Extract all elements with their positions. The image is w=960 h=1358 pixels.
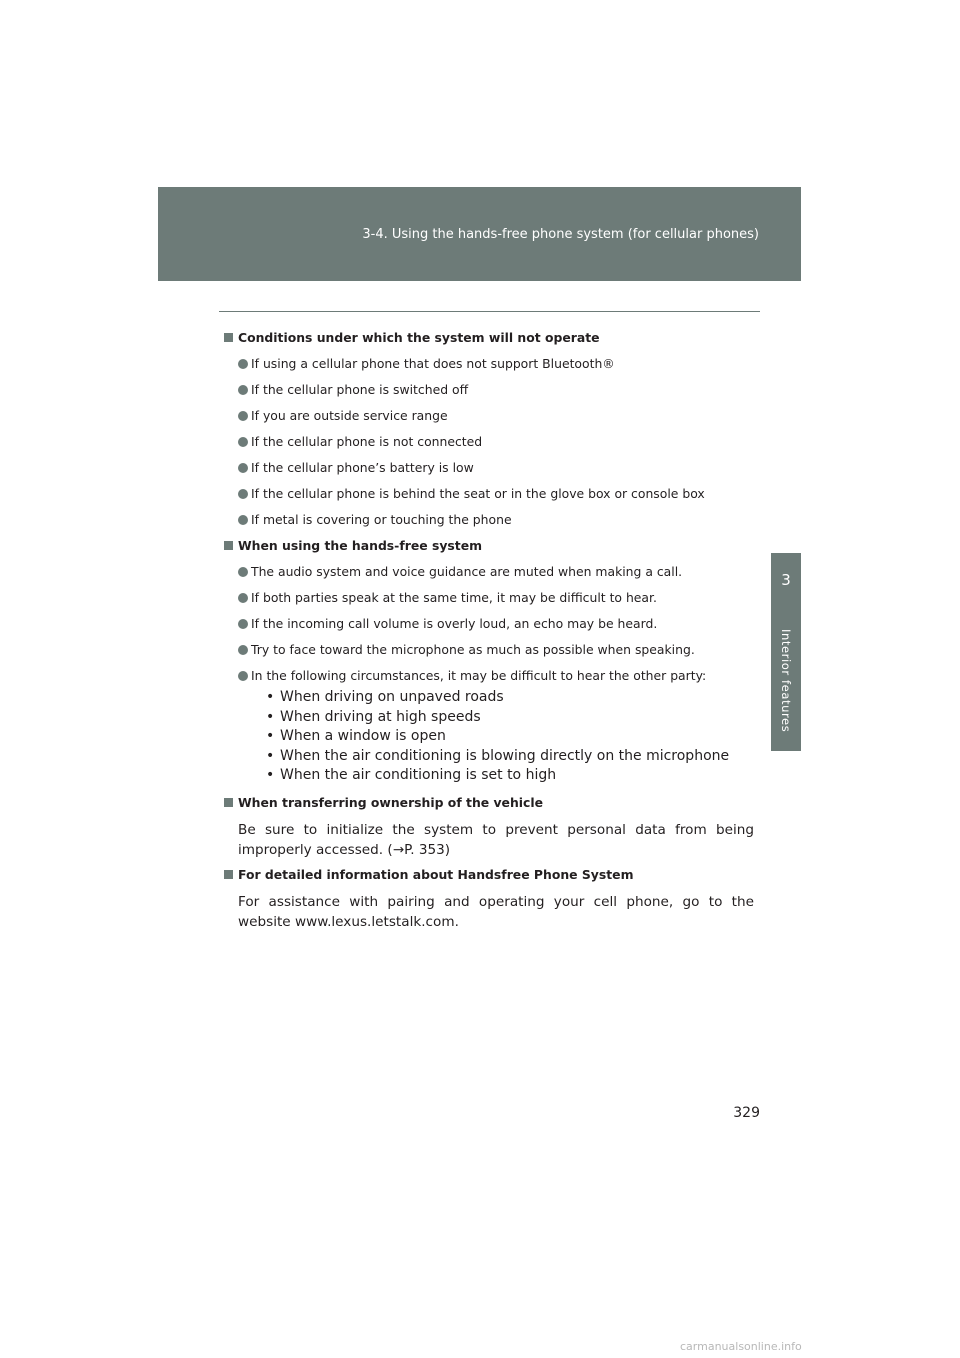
section-heading: When transferring ownership of the vehicle <box>224 794 754 812</box>
section-heading: When using the hands-free system <box>224 537 754 555</box>
header-band <box>158 187 801 281</box>
circle-bullet-icon <box>238 645 248 655</box>
circle-bullet-icon <box>238 567 248 577</box>
section-title: 3-4. Using the hands-free phone system (for cellular phones) <box>362 227 759 242</box>
circle-bullet-icon <box>238 515 248 525</box>
watermark: carmanualsonline.info <box>680 1340 802 1353</box>
square-bullet-icon <box>224 870 233 879</box>
list-item: If you are outside service range <box>224 407 754 425</box>
list-item: If the cellular phone’s battery is low <box>224 459 754 477</box>
circle-bullet-icon <box>238 593 248 603</box>
section-paragraph: Be sure to initialize the system to prevent personal data from being improperly accessed. (→P. 353) <box>238 821 754 858</box>
page-number: 329 <box>733 1105 760 1121</box>
list-item: If the cellular phone is switched off <box>224 381 754 399</box>
square-bullet-icon <box>224 798 233 807</box>
section-heading: Conditions under which the system will not operate <box>224 329 754 347</box>
circle-bullet-icon <box>238 385 248 395</box>
sub-list-item: • When driving at high speeds <box>266 708 481 725</box>
list-item: If the cellular phone is behind the seat or in the glove box or console box <box>224 485 754 503</box>
list-item: If both parties speak at the same time, it may be difficult to hear. <box>224 589 754 607</box>
circle-bullet-icon <box>238 359 248 369</box>
list-item: In the following circumstances, it may be difficult to hear the other party: <box>224 667 754 685</box>
section-heading: For detailed information about Handsfree Phone System <box>224 866 754 884</box>
chapter-label: Interior features <box>779 629 793 733</box>
circle-bullet-icon <box>238 437 248 447</box>
circle-bullet-icon <box>238 411 248 421</box>
chapter-number: 3 <box>781 571 791 589</box>
list-item: If the incoming call volume is overly loud, an echo may be heard. <box>224 615 754 633</box>
sub-list-item: • When driving on unpaved roads <box>266 689 504 705</box>
circle-bullet-icon <box>238 619 248 629</box>
section-paragraph: For assistance with pairing and operating your cell phone, go to the website www.lexus.letstalk.com. <box>238 893 754 930</box>
square-bullet-icon <box>224 333 233 342</box>
page-content <box>224 329 754 938</box>
list-item: If the cellular phone is not connected <box>224 433 754 451</box>
circle-bullet-icon <box>238 671 248 681</box>
square-bullet-icon <box>224 541 233 550</box>
circle-bullet-icon <box>238 489 248 499</box>
list-item: If metal is covering or touching the phone <box>224 511 754 529</box>
list-item: If using a cellular phone that does not support Bluetooth® <box>224 355 754 373</box>
sub-list-item: • When a window is open <box>266 728 446 744</box>
sub-list <box>224 688 754 786</box>
list-item: The audio system and voice guidance are muted when making a call. <box>224 563 754 581</box>
chapter-side-tab <box>771 553 801 751</box>
sub-list-item: • When the air conditioning is set to high <box>266 767 557 783</box>
circle-bullet-icon <box>238 463 248 473</box>
sub-list-item: • When the air conditioning is blowing directly on the microphone <box>266 747 730 764</box>
list-item: Try to face toward the microphone as much as possible when speaking. <box>224 641 754 659</box>
top-divider <box>219 311 760 312</box>
